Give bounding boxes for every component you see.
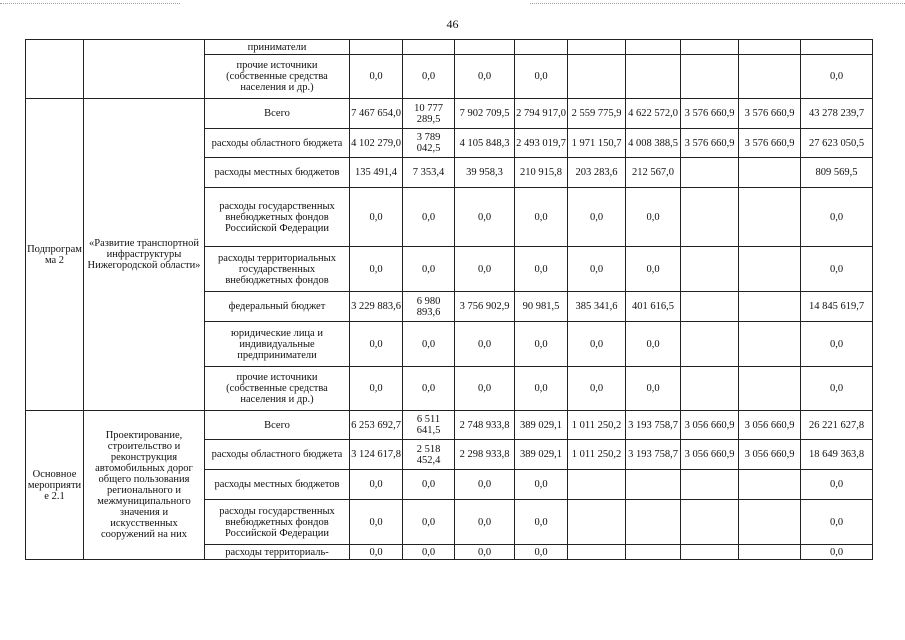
year-value-cell: 3 124 617,8 [350, 440, 403, 470]
funding-source-cell: юридические лица и индивидуальные предприниматели [205, 322, 350, 367]
year-value-cell [739, 292, 801, 322]
program-description-cell: «Развитие транспортной инфраструктуры Нижегородской области» [84, 99, 205, 411]
year-value-cell [568, 470, 626, 500]
year-value-cell: 0,0 [455, 500, 515, 545]
year-value-cell: 212 567,0 [626, 158, 681, 188]
year-value-cell: 39 958,3 [455, 158, 515, 188]
year-value-cell: 3 056 660,9 [681, 411, 739, 440]
funding-source-cell: федеральный бюджет [205, 292, 350, 322]
budget-table [25, 39, 873, 560]
year-value-cell [739, 55, 801, 99]
year-value-cell: 4 102 279,0 [350, 129, 403, 158]
year-value-cell: 0,0 [350, 470, 403, 500]
funding-source-cell: приниматели [205, 40, 350, 55]
year-value-cell [403, 40, 455, 55]
year-value-cell: 2 559 775,9 [568, 99, 626, 129]
year-value-cell [350, 40, 403, 55]
year-value-cell: 0,0 [350, 367, 403, 411]
year-value-cell: 0,0 [568, 367, 626, 411]
year-value-cell: 3 576 660,9 [681, 129, 739, 158]
year-value-cell: 0,0 [350, 322, 403, 367]
program-name-cell: Основное мероприятие 2.1 [26, 411, 84, 560]
funding-source-cell: расходы территориальных государственных внебюджетных фондов [205, 247, 350, 292]
program-description-cell: Проектирование, строительство и реконструкция автомобильных дорог общего пользования регионального и межмуниципального значения и искусственных сооружений на них [84, 411, 205, 560]
funding-source-cell: расходы государственных внебюджетных фондов Российской Федерации [205, 500, 350, 545]
year-value-cell [681, 322, 739, 367]
year-value-cell: 0,0 [515, 247, 568, 292]
table-row [26, 99, 873, 129]
year-value-cell: 0,0 [568, 322, 626, 367]
year-value-cell: 0,0 [568, 188, 626, 247]
year-value-cell: 3 193 758,7 [626, 440, 681, 470]
funding-source-cell: расходы местных бюджетов [205, 158, 350, 188]
total-value-cell: 26 221 627,8 [801, 411, 873, 440]
year-value-cell: 0,0 [515, 470, 568, 500]
year-value-cell [515, 40, 568, 55]
year-value-cell [681, 500, 739, 545]
year-value-cell: 3 576 660,9 [739, 99, 801, 129]
year-value-cell: 4 622 572,0 [626, 99, 681, 129]
year-value-cell: 0,0 [626, 322, 681, 367]
year-value-cell: 0,0 [455, 545, 515, 560]
year-value-cell: 3 193 758,7 [626, 411, 681, 440]
year-value-cell: 3 056 660,9 [739, 440, 801, 470]
year-value-cell: 4 008 388,5 [626, 129, 681, 158]
year-value-cell: 0,0 [403, 545, 455, 560]
year-value-cell [681, 55, 739, 99]
year-value-cell: 0,0 [626, 367, 681, 411]
year-value-cell [739, 247, 801, 292]
year-value-cell: 0,0 [350, 500, 403, 545]
total-value-cell: 0,0 [801, 545, 873, 560]
total-value-cell: 14 845 619,7 [801, 292, 873, 322]
total-value-cell: 0,0 [801, 367, 873, 411]
year-value-cell [455, 40, 515, 55]
year-value-cell: 389 029,1 [515, 440, 568, 470]
funding-source-cell: расходы территориаль- [205, 545, 350, 560]
year-value-cell: 7 902 709,5 [455, 99, 515, 129]
year-value-cell [739, 322, 801, 367]
year-value-cell: 3 789 042,5 [403, 129, 455, 158]
funding-source-cell: прочие источники (собственные средства населения и др.) [205, 367, 350, 411]
year-value-cell: 0,0 [568, 247, 626, 292]
year-value-cell: 3 576 660,9 [681, 99, 739, 129]
total-value-cell: 0,0 [801, 500, 873, 545]
top-dotted-rule-right [530, 3, 905, 4]
total-value-cell: 0,0 [801, 188, 873, 247]
year-value-cell: 1 011 250,2 [568, 440, 626, 470]
year-value-cell: 0,0 [455, 188, 515, 247]
funding-source-cell: расходы областного бюджета [205, 129, 350, 158]
total-value-cell [801, 40, 873, 55]
year-value-cell: 10 777 289,5 [403, 99, 455, 129]
year-value-cell [626, 470, 681, 500]
year-value-cell: 6 253 692,7 [350, 411, 403, 440]
year-value-cell: 0,0 [350, 55, 403, 99]
year-value-cell [568, 500, 626, 545]
table-row [26, 411, 873, 440]
year-value-cell [626, 545, 681, 560]
year-value-cell: 2 298 933,8 [455, 440, 515, 470]
year-value-cell: 0,0 [455, 55, 515, 99]
total-value-cell: 0,0 [801, 322, 873, 367]
year-value-cell: 210 915,8 [515, 158, 568, 188]
year-value-cell: 0,0 [403, 367, 455, 411]
year-value-cell [681, 188, 739, 247]
funding-source-cell: прочие источники (собственные средства населения и др.) [205, 55, 350, 99]
year-value-cell: 0,0 [350, 247, 403, 292]
year-value-cell: 4 105 848,3 [455, 129, 515, 158]
total-value-cell: 27 623 050,5 [801, 129, 873, 158]
funding-source-cell: Всего [205, 411, 350, 440]
year-value-cell [681, 545, 739, 560]
year-value-cell [739, 470, 801, 500]
year-value-cell: 0,0 [350, 188, 403, 247]
year-value-cell [739, 500, 801, 545]
total-value-cell: 0,0 [801, 55, 873, 99]
year-value-cell: 3 576 660,9 [739, 129, 801, 158]
year-value-cell: 2 748 933,8 [455, 411, 515, 440]
year-value-cell [681, 158, 739, 188]
year-value-cell: 0,0 [403, 55, 455, 99]
year-value-cell: 0,0 [626, 188, 681, 247]
year-value-cell: 0,0 [515, 367, 568, 411]
year-value-cell: 0,0 [403, 470, 455, 500]
year-value-cell: 0,0 [455, 247, 515, 292]
page-number: 46 [446, 17, 459, 31]
funding-source-cell: расходы областного бюджета [205, 440, 350, 470]
year-value-cell: 0,0 [403, 247, 455, 292]
program-description-cell [84, 40, 205, 99]
year-value-cell [626, 40, 681, 55]
year-value-cell: 135 491,4 [350, 158, 403, 188]
year-value-cell: 0,0 [455, 470, 515, 500]
year-value-cell [739, 545, 801, 560]
year-value-cell: 385 341,6 [568, 292, 626, 322]
year-value-cell [626, 500, 681, 545]
program-name-cell: Подпрограмма 2 [26, 99, 84, 411]
year-value-cell: 0,0 [455, 367, 515, 411]
year-value-cell: 0,0 [515, 188, 568, 247]
program-name-cell [26, 40, 84, 99]
year-value-cell: 203 283,6 [568, 158, 626, 188]
year-value-cell: 3 756 902,9 [455, 292, 515, 322]
total-value-cell: 18 649 363,8 [801, 440, 873, 470]
year-value-cell: 0,0 [350, 545, 403, 560]
year-value-cell: 1 011 250,2 [568, 411, 626, 440]
year-value-cell [739, 367, 801, 411]
year-value-cell [568, 40, 626, 55]
year-value-cell: 2 518 452,4 [403, 440, 455, 470]
year-value-cell: 0,0 [403, 500, 455, 545]
year-value-cell: 389 029,1 [515, 411, 568, 440]
year-value-cell [568, 55, 626, 99]
year-value-cell: 0,0 [515, 322, 568, 367]
year-value-cell: 0,0 [515, 55, 568, 99]
year-value-cell [568, 545, 626, 560]
year-value-cell: 2 493 019,7 [515, 129, 568, 158]
funding-source-cell: расходы местных бюджетов [205, 470, 350, 500]
year-value-cell: 1 971 150,7 [568, 129, 626, 158]
funding-source-cell: Всего [205, 99, 350, 129]
year-value-cell: 0,0 [455, 322, 515, 367]
year-value-cell: 0,0 [515, 500, 568, 545]
year-value-cell [681, 470, 739, 500]
total-value-cell: 0,0 [801, 247, 873, 292]
year-value-cell: 90 981,5 [515, 292, 568, 322]
year-value-cell [739, 158, 801, 188]
total-value-cell: 43 278 239,7 [801, 99, 873, 129]
year-value-cell [739, 188, 801, 247]
total-value-cell: 809 569,5 [801, 158, 873, 188]
year-value-cell: 3 056 660,9 [739, 411, 801, 440]
year-value-cell: 401 616,5 [626, 292, 681, 322]
year-value-cell: 0,0 [515, 545, 568, 560]
total-value-cell: 0,0 [801, 470, 873, 500]
year-value-cell: 7 467 654,0 [350, 99, 403, 129]
year-value-cell [681, 292, 739, 322]
year-value-cell: 3 056 660,9 [681, 440, 739, 470]
year-value-cell: 7 353,4 [403, 158, 455, 188]
year-value-cell: 0,0 [403, 188, 455, 247]
year-value-cell [681, 367, 739, 411]
year-value-cell: 0,0 [626, 247, 681, 292]
year-value-cell [739, 40, 801, 55]
year-value-cell: 3 229 883,6 [350, 292, 403, 322]
year-value-cell [626, 55, 681, 99]
year-value-cell: 6 511 641,5 [403, 411, 455, 440]
year-value-cell: 0,0 [403, 322, 455, 367]
year-value-cell: 2 794 917,0 [515, 99, 568, 129]
table-row [26, 40, 873, 55]
year-value-cell [681, 40, 739, 55]
year-value-cell [681, 247, 739, 292]
top-dotted-rule-left [0, 3, 180, 4]
year-value-cell: 6 980 893,6 [403, 292, 455, 322]
funding-source-cell: расходы государственных внебюджетных фондов Российской Федерации [205, 188, 350, 247]
